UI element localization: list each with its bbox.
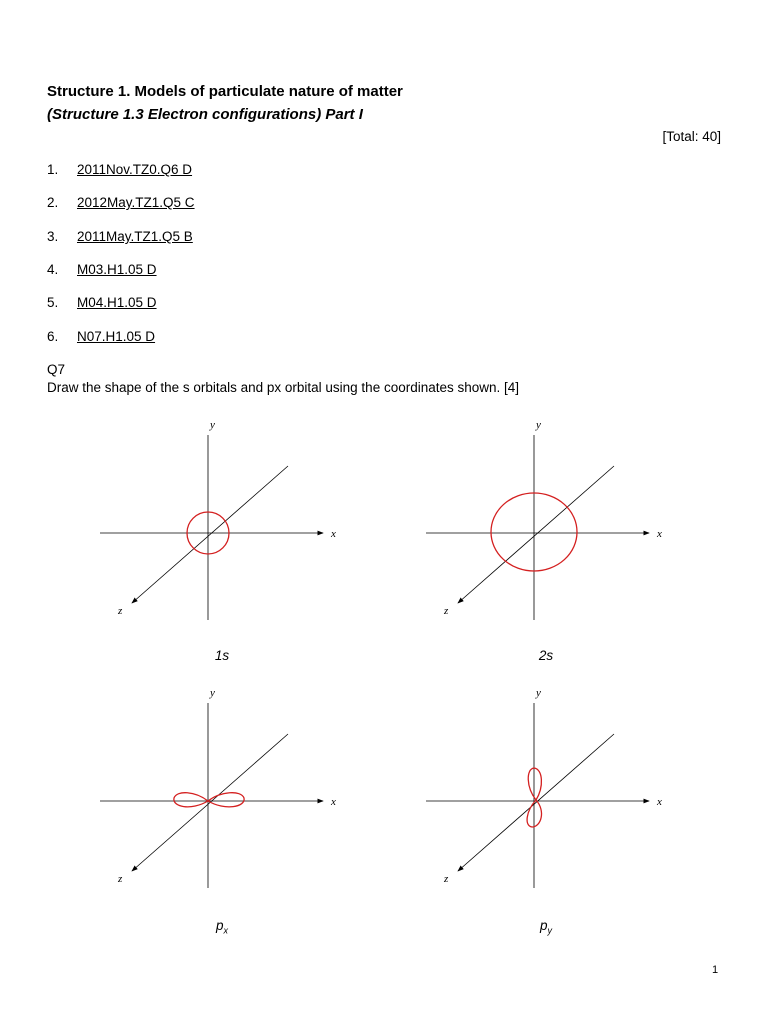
answer-link[interactable]: M04.H1.05 D	[77, 295, 157, 310]
z-axis-label: z	[118, 605, 123, 617]
orbital-px-left-lobe	[174, 793, 208, 807]
answer-link[interactable]: M03.H1.05 D	[77, 262, 157, 277]
axes-svg	[95, 683, 345, 888]
z-axis	[132, 466, 288, 603]
answer-number: 3.	[47, 229, 59, 244]
orbital-diagram-2s	[420, 415, 670, 625]
answer-link[interactable]: 2011Nov.TZ0.Q6 D	[77, 162, 193, 177]
axes-svg	[95, 415, 345, 620]
z-axis-label: z	[118, 873, 123, 885]
caption-1s: 1s	[214, 648, 230, 663]
caption-py-main: p	[539, 918, 548, 933]
x-axis-label: x	[331, 528, 336, 540]
answer-item	[47, 195, 195, 210]
answer-number: 5.	[47, 295, 59, 310]
answer-item	[47, 229, 193, 244]
caption-px	[192, 918, 252, 936]
y-axis-label: y	[536, 687, 541, 699]
document-subtitle: (Structure 1.3 Electron configurations) Part I	[47, 106, 363, 123]
document-title: Structure 1. Models of particulate nature of matter	[47, 83, 403, 100]
axes-svg	[420, 683, 670, 888]
x-axis-label: x	[657, 796, 662, 808]
answer-link[interactable]: 2012May.TZ1.Q5 C	[77, 195, 195, 210]
caption-px-sub: x	[223, 925, 228, 936]
answer-item	[47, 162, 192, 177]
question-label: Q7	[47, 362, 66, 377]
z-axis	[458, 734, 614, 871]
answer-link[interactable]: 2011May.TZ1.Q5 B	[77, 229, 193, 244]
z-axis-label: z	[444, 605, 449, 617]
axes-svg	[420, 415, 670, 620]
caption-py	[516, 918, 576, 936]
z-axis-label: z	[444, 873, 449, 885]
answer-item	[47, 329, 155, 344]
orbital-diagram-px	[95, 683, 345, 893]
orbital-diagram-1s	[95, 415, 345, 625]
x-axis-label: x	[331, 796, 336, 808]
answer-number: 1.	[47, 162, 59, 177]
y-axis-label: y	[210, 419, 215, 431]
question-text: Draw the shape of the s orbitals and px orbital using the coordinates shown. [4]	[47, 380, 520, 395]
caption-2s: 2s	[538, 648, 554, 663]
page-number: 1	[712, 964, 719, 976]
answer-item	[47, 295, 157, 310]
answer-number: 6.	[47, 329, 59, 344]
y-axis-label: y	[210, 687, 215, 699]
z-axis	[458, 466, 614, 603]
answer-number: 2.	[47, 195, 59, 210]
orbital-py-upper-lobe	[528, 768, 541, 800]
total-marks: [Total: 40]	[662, 129, 721, 144]
answer-link[interactable]: N07.H1.05 D	[77, 329, 156, 344]
y-axis-label: y	[536, 419, 541, 431]
x-axis-label: x	[657, 528, 662, 540]
answer-item	[47, 262, 157, 277]
caption-py-sub: y	[547, 925, 552, 936]
answer-number: 4.	[47, 262, 59, 277]
caption-px-main: p	[215, 918, 224, 933]
orbital-diagram-py	[420, 683, 670, 893]
